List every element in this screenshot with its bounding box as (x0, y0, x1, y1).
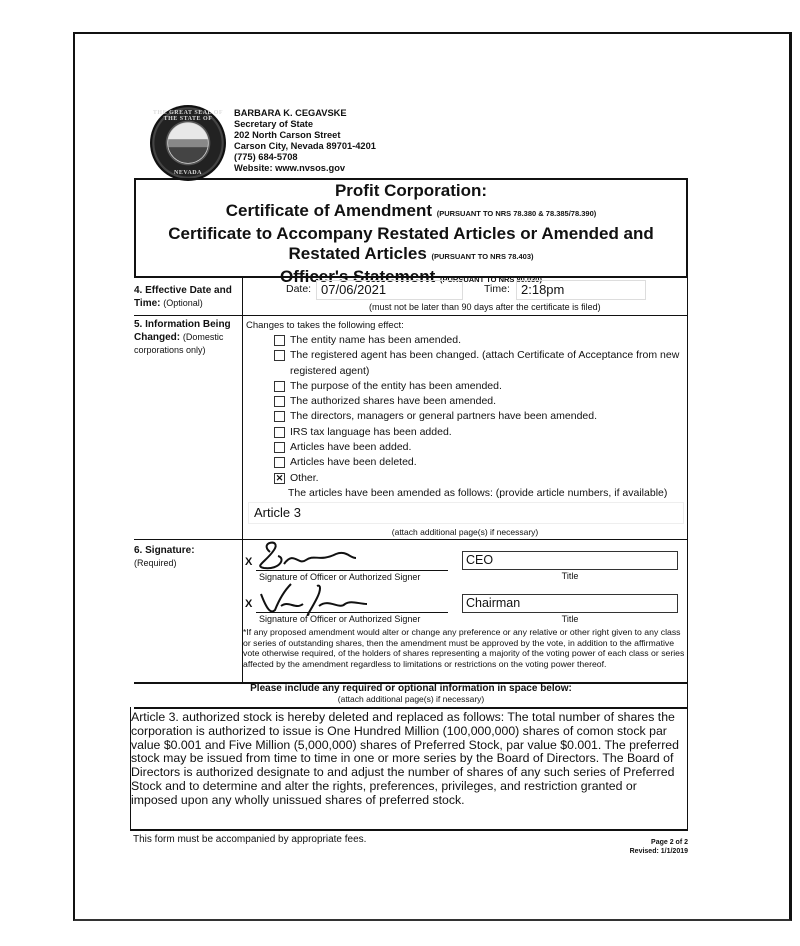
change-option-label: Articles have been deleted. (290, 456, 417, 469)
change-option (274, 455, 684, 470)
time-field[interactable]: 2:18pm (516, 280, 646, 300)
section-5-title: 5. Information Being (134, 319, 231, 330)
change-option-label: The directors, managers or general partners have been amended. (290, 410, 598, 423)
signature-1-caption: Signature of Officer or Authorized Signer (259, 572, 421, 582)
section-5-title-2: Changed: (134, 332, 181, 343)
section-5-label (134, 319, 231, 356)
change-option (274, 425, 684, 440)
title-line-4 (136, 244, 686, 267)
checkbox[interactable] (274, 381, 285, 392)
change-option-label: Articles have been added. (290, 441, 412, 454)
title-line-4-note: (PURSUANT TO NRS 78.403) (431, 252, 534, 261)
title-2-field[interactable]: Chairman (462, 594, 678, 613)
date-note: (must not be later than 90 days after the certificate is filed) (369, 302, 601, 312)
title-line-2-note: (PURSUANT TO NRS 78.380 & 78.385/78.390) (436, 209, 597, 218)
section-6-title: 6. Signature: (134, 545, 195, 556)
nevada-seal-icon (150, 105, 226, 181)
signature-2-caption: Signature of Officer or Authorized Signer (259, 614, 421, 624)
checkbox[interactable] (274, 411, 285, 422)
revised-date: Revised: 1/1/2019 (629, 847, 688, 855)
change-option (274, 471, 684, 486)
change-option-label: The authorized shares have been amended. (290, 395, 497, 408)
section-4-optional: (Optional) (163, 298, 203, 308)
section-6-required: (Required) (134, 558, 177, 568)
section-4-title-2: Time: (134, 298, 161, 309)
section-6-label (134, 545, 195, 569)
seal-bottom-text: NEVADA (174, 170, 202, 176)
title-1-caption: Title (561, 571, 579, 581)
seal-top-text: THE GREAT SEAL OF THE STATE OF (152, 110, 224, 122)
change-option (274, 348, 684, 379)
change-option (274, 440, 684, 455)
attach-note: (attach additional page(s) if necessary) (391, 527, 539, 537)
secretary-title: Secretary of State (234, 119, 314, 130)
row-divider (134, 707, 688, 709)
bottom-divider (130, 829, 688, 831)
amendment-disclaimer: *If any proposed amendment would alter or change any preference or any relative or other right given to any class or series of outstanding shares, then the amendment must be approved by the vote, in addition to the affirmative vote otherwise required, of the holders of shares representing a majority of the voting power of each class or series affected by the amendment regardless to limitations or restrictions on the voting power thereof. (243, 627, 685, 669)
title-line-5-note: (PURSUANT TO NRS 80.030) (439, 275, 542, 284)
change-option (274, 394, 684, 409)
title-officers-statement: Officer's Statement (280, 267, 436, 286)
column-divider (242, 278, 243, 682)
checkbox[interactable] (274, 427, 285, 438)
section-5-note-2: corporations only) (134, 345, 206, 355)
title-2-caption: Title (561, 614, 579, 624)
page-info (630, 839, 688, 856)
form-title-box (134, 178, 688, 286)
checkbox[interactable] (274, 335, 285, 346)
page-number: Page 2 of 2 (651, 839, 688, 846)
change-option-label: The entity name has been amended. (290, 334, 462, 346)
date-label: Date: (286, 283, 312, 295)
seal-emblem (168, 123, 208, 163)
section-5-note: (Domestic (182, 332, 224, 342)
row-divider (134, 315, 688, 316)
title-1-field[interactable]: CEO (462, 551, 678, 570)
secretary-of-state-address (234, 108, 376, 175)
change-option-label: The registered agent has been changed. (attach Certificate of Acceptance from new registered agent) (290, 349, 680, 377)
additional-attach-note: (attach additional page(s) if necessary) (337, 694, 485, 704)
checkbox-checked[interactable]: ✕ (275, 472, 284, 483)
right-border (687, 278, 688, 830)
checkbox[interactable] (274, 350, 285, 361)
title-restated-articles: Restated Articles (288, 244, 427, 263)
change-option (274, 409, 684, 424)
phone: (775) 684-5708 (234, 152, 298, 163)
title-line-3: Certificate to Accompany Restated Articles or Amended and (168, 224, 654, 243)
change-option (274, 333, 684, 348)
address-street: 202 North Carson Street (234, 130, 341, 141)
signature-2-x: X (245, 598, 253, 610)
secretary-name: BARBARA K. CEGAVSKE (234, 108, 347, 118)
change-option-label: Other. (290, 471, 319, 484)
website: Website: www.nvsos.gov (234, 163, 346, 174)
changes-checklist (274, 333, 684, 486)
title-certificate-of-amendment: Certificate of Amendment (225, 201, 432, 220)
amend-note: The articles have been amended as follows: (provide article numbers, if available) (288, 487, 668, 499)
section-4-label (134, 285, 232, 310)
title-line-2 (136, 201, 686, 224)
address-city: Carson City, Nevada 89701-4201 (234, 141, 376, 152)
checkbox[interactable] (274, 442, 285, 453)
checkbox[interactable] (274, 396, 285, 407)
date-field[interactable]: 07/06/2021 (316, 280, 463, 300)
change-option (274, 379, 684, 394)
change-option-label: The purpose of the entity has been amended. (290, 379, 502, 392)
signature-1-line (256, 570, 448, 571)
additional-heading-text: Please include any required or optional information in space below: (250, 683, 572, 694)
additional-info-heading (134, 683, 688, 705)
title-line-1: Profit Corporation: (334, 181, 488, 200)
section-4-title: 4. Effective Date and (134, 285, 232, 296)
row-divider (134, 539, 688, 540)
checkbox[interactable] (274, 457, 285, 468)
signature-1-icon[interactable] (250, 540, 360, 574)
changes-intro: Changes to takes the following effect: (246, 320, 404, 331)
change-option-label: IRS tax language has been added. (290, 425, 452, 438)
signature-2-line (256, 612, 448, 613)
time-label: Time: (484, 283, 510, 295)
article-numbers-field[interactable]: Article 3 (248, 502, 684, 524)
fees-note: This form must be accompanied by appropriate fees. (133, 834, 367, 845)
signature-1-x: X (245, 556, 253, 568)
additional-info-text[interactable]: Article 3. authorized stock is hereby deleted and replaced as follows: The total number of shares the corporation is authorized to issue is One Hundred Million (100,000,000) shares of comon stock par value $0.001 and Five Million (5,000,000) shares of Preferred Stock, par value $0.001. The preferred stock may be issued from time to time in one or more series by the Board of Directors. The Board of Directors is authorized designate to and adjust the number of shares of any such series of Preferred Stock and to determine and alter the rights, preferences, privileges, and restriction granted or imposed upon any wholly unissued shares of preferred stock. (131, 710, 679, 807)
